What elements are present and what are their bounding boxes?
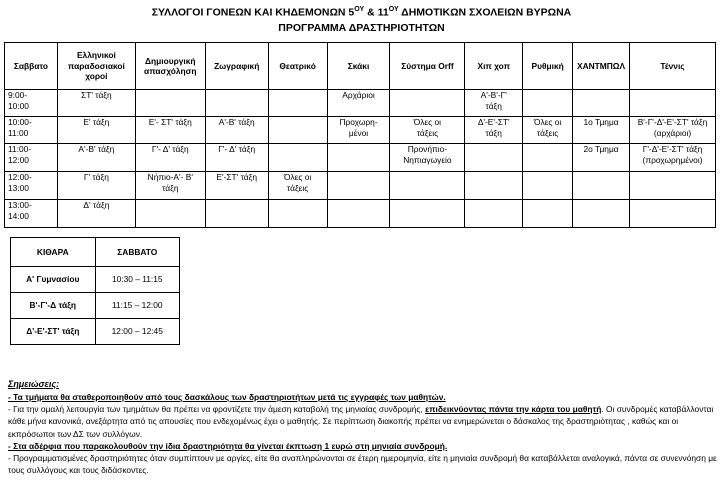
schedule-header-cell: Σύστημα Orff bbox=[390, 43, 465, 90]
guitar-row bbox=[11, 267, 180, 293]
schedule-cell bbox=[573, 90, 630, 117]
schedule-cell bbox=[327, 200, 390, 228]
schedule-cell: Β'-Γ'-Δ'-Ε'-ΣΤ' τάξη (αρχάριοι) bbox=[630, 117, 716, 144]
guitar-row bbox=[11, 293, 180, 319]
note-3: - Στα αδέρφια που παρακολουθούν την ίδια δραστηριότητα θα γίνεται έκπτωση 1 ευρώ στη μηνιαία συνδρομή. bbox=[8, 440, 448, 451]
schedule-cell: 1ο Τμημα bbox=[573, 117, 630, 144]
schedule-cell: Γ'- Δ' τάξη bbox=[205, 144, 268, 172]
schedule-cell bbox=[465, 172, 523, 200]
schedule-header-cell: Χιπ χοπ bbox=[465, 43, 523, 90]
schedule-time-cell: 12:00- 13:00 bbox=[5, 172, 58, 200]
schedule-cell: Νήπιο-Α'- Β' τάξη bbox=[135, 172, 205, 200]
schedule-cell bbox=[327, 144, 390, 172]
schedule-header-cell: Σαββατο bbox=[5, 43, 58, 90]
schedule-cell bbox=[523, 144, 573, 172]
guitar-time-cell: 11:15 – 12:00 bbox=[95, 293, 179, 319]
guitar-header-day: ΣΑΒΒΑΤΟ bbox=[95, 238, 179, 267]
schedule-cell: Δ' τάξη bbox=[57, 200, 135, 228]
schedule-cell: Αρχάριοι bbox=[327, 90, 390, 117]
schedule-cell bbox=[205, 90, 268, 117]
schedule-cell bbox=[268, 117, 327, 144]
schedule-header-cell: Ζωγραφική bbox=[205, 43, 268, 90]
title-sup: ΟΥ bbox=[388, 6, 399, 13]
note-4: - Προγραμματισμένες δραστηριότητες όταν συμπίπτουν με αργίες, είτε θα αναπληρώνονται σε έτερη ημερομηνία, είτε η μηνιαία συνδρομή θα καταβάλλεται αναλογικά, πάντα σε συνεννόηση με τους συλλόγους και τους διδάσκοντες. bbox=[8, 452, 717, 476]
schedule-cell bbox=[268, 90, 327, 117]
document-title bbox=[0, 6, 723, 19]
document-subtitle: ΠΡΟΓΡΑΜΜΑ ΔΡΑΣΤΗΡΙΟΤΗΤΩΝ bbox=[278, 22, 445, 34]
schedule-header-cell: Σκάκι bbox=[327, 43, 390, 90]
schedule-cell bbox=[390, 200, 465, 228]
schedule-cell: ΣΤ' τάξη bbox=[57, 90, 135, 117]
notes-section bbox=[8, 378, 718, 476]
guitar-group-cell: Α' Γυμνασίου bbox=[11, 267, 96, 293]
activities-schedule-table bbox=[4, 42, 716, 228]
schedule-cell bbox=[573, 172, 630, 200]
note-2-text: - Για την ομαλή λειτουργία των τμημάτων θα πρέπει να φροντίζετε την άμεση καταβολή της μηνιαίας συνδρομής, bbox=[8, 404, 426, 415]
title-sup: ΟΥ bbox=[354, 6, 365, 13]
schedule-header-cell: Θεατρικό bbox=[268, 43, 327, 90]
schedule-cell: Ε' τάξη bbox=[57, 117, 135, 144]
schedule-cell bbox=[573, 200, 630, 228]
schedule-cell: Όλες οι τάξεις bbox=[523, 117, 573, 144]
guitar-group-cell: Β'-Γ'-Δ τάξη bbox=[11, 293, 96, 319]
schedule-cell: Α'-Β' τάξη bbox=[57, 144, 135, 172]
title-part: ΔΗΜΟΤΙΚΩΝ ΣΧΟΛΕΙΩΝ ΒΥΡΩΝΑ bbox=[398, 6, 572, 19]
schedule-time-cell: 10:00- 11:00 bbox=[5, 117, 58, 144]
schedule-cell bbox=[630, 172, 716, 200]
schedule-time-cell: 9:00- 10:00 bbox=[5, 90, 58, 117]
guitar-schedule-table bbox=[10, 237, 180, 345]
title-part: ΣΥΛΛΟΓΟΙ ΓΟΝΕΩΝ ΚΑΙ ΚΗΔΕΜΟΝΩΝ 5 bbox=[151, 6, 355, 19]
schedule-header-cell: Τέννις bbox=[630, 43, 716, 90]
schedule-cell bbox=[390, 172, 465, 200]
schedule-row bbox=[5, 144, 716, 172]
guitar-time-cell: 12:00 – 12:45 bbox=[95, 319, 179, 345]
notes-title: Σημειώσεις: bbox=[8, 379, 60, 389]
schedule-cell: Προχωρη- μένοι bbox=[327, 117, 390, 144]
schedule-cell: Ε'-ΣΤ' τάξη bbox=[205, 172, 268, 200]
schedule-row bbox=[5, 172, 716, 200]
schedule-cell bbox=[390, 90, 465, 117]
schedule-cell bbox=[268, 144, 327, 172]
schedule-cell: Όλες οι τάξεις bbox=[390, 117, 465, 144]
schedule-cell: Γ'-Δ'-Ε'-ΣΤ' τάξη (προχωρημένοι) bbox=[630, 144, 716, 172]
schedule-cell: Δ'-Ε'-ΣΤ' τάξη bbox=[465, 117, 523, 144]
schedule-cell: 2ο Τμημα bbox=[573, 144, 630, 172]
schedule-header-cell: Ρυθμική bbox=[523, 43, 573, 90]
guitar-header-activity: ΚΙΘΑΡΑ bbox=[11, 238, 96, 267]
guitar-row bbox=[11, 319, 180, 345]
note-1: - Τα τμήματα θα σταθεροποιηθούν από τους δασκάλους των δραστηριοτήτων μετά τις εγγραφές των μαθητών. bbox=[8, 392, 446, 403]
schedule-cell: Ε'- ΣΤ' τάξη bbox=[135, 117, 205, 144]
schedule-cell bbox=[135, 90, 205, 117]
guitar-time-cell: 10:30 – 11:15 bbox=[95, 267, 179, 293]
schedule-row bbox=[5, 90, 716, 117]
schedule-cell bbox=[135, 200, 205, 228]
schedule-cell bbox=[268, 200, 327, 228]
schedule-header-cell: ΧΑΝΤΜΠΩΛ bbox=[573, 43, 630, 90]
title-part: & 11 bbox=[364, 6, 389, 19]
schedule-cell: Α'-Β'-Γ' τάξη bbox=[465, 90, 523, 117]
schedule-cell: Όλες οι τάξεις bbox=[268, 172, 327, 200]
note-2-text-rest: . Οι συνδρομές καταβάλλονται κάθε μήνα κανονικά, ανεξάρτητα από τις απουσίες που ενδεχομένως έχει ο μαθητής. Σε περίπτωση διακοπής πρέπει να ενημερώνεται ο δάσκαλος της δραστηριότητας , καθώς και οι εκπρόσωποι των ΔΣ των συλλόγων. bbox=[8, 404, 714, 439]
schedule-cell bbox=[630, 90, 716, 117]
schedule-row bbox=[5, 117, 716, 144]
schedule-cell bbox=[205, 200, 268, 228]
schedule-cell: Γ' τάξη bbox=[57, 172, 135, 200]
schedule-cell: Προνήπιο- Νηπιαγωγείο bbox=[390, 144, 465, 172]
schedule-cell bbox=[523, 200, 573, 228]
schedule-cell bbox=[465, 200, 523, 228]
note-2 bbox=[8, 403, 718, 440]
schedule-time-cell: 11:00- 12:00 bbox=[5, 144, 58, 172]
schedule-cell bbox=[523, 172, 573, 200]
note-2-emphasis: επιδεικνύοντας πάντα την κάρτα του μαθητή bbox=[425, 404, 602, 415]
schedule-header-cell: Ελληνικοί παραδοσιακοί χοροί bbox=[57, 43, 135, 90]
guitar-group-cell: Δ'-Ε'-ΣΤ' τάξη bbox=[11, 319, 96, 345]
schedule-row bbox=[5, 200, 716, 228]
schedule-cell bbox=[630, 200, 716, 228]
schedule-cell: Γ'- Δ' τάξη bbox=[135, 144, 205, 172]
schedule-time-cell: 13:00- 14:00 bbox=[5, 200, 58, 228]
schedule-cell bbox=[465, 144, 523, 172]
schedule-header-row bbox=[5, 43, 716, 90]
schedule-header-cell: Δημιουργική απασχόληση bbox=[135, 43, 205, 90]
schedule-cell bbox=[523, 90, 573, 117]
schedule-cell bbox=[327, 172, 390, 200]
schedule-cell: Α'-Β' τάξη bbox=[205, 117, 268, 144]
